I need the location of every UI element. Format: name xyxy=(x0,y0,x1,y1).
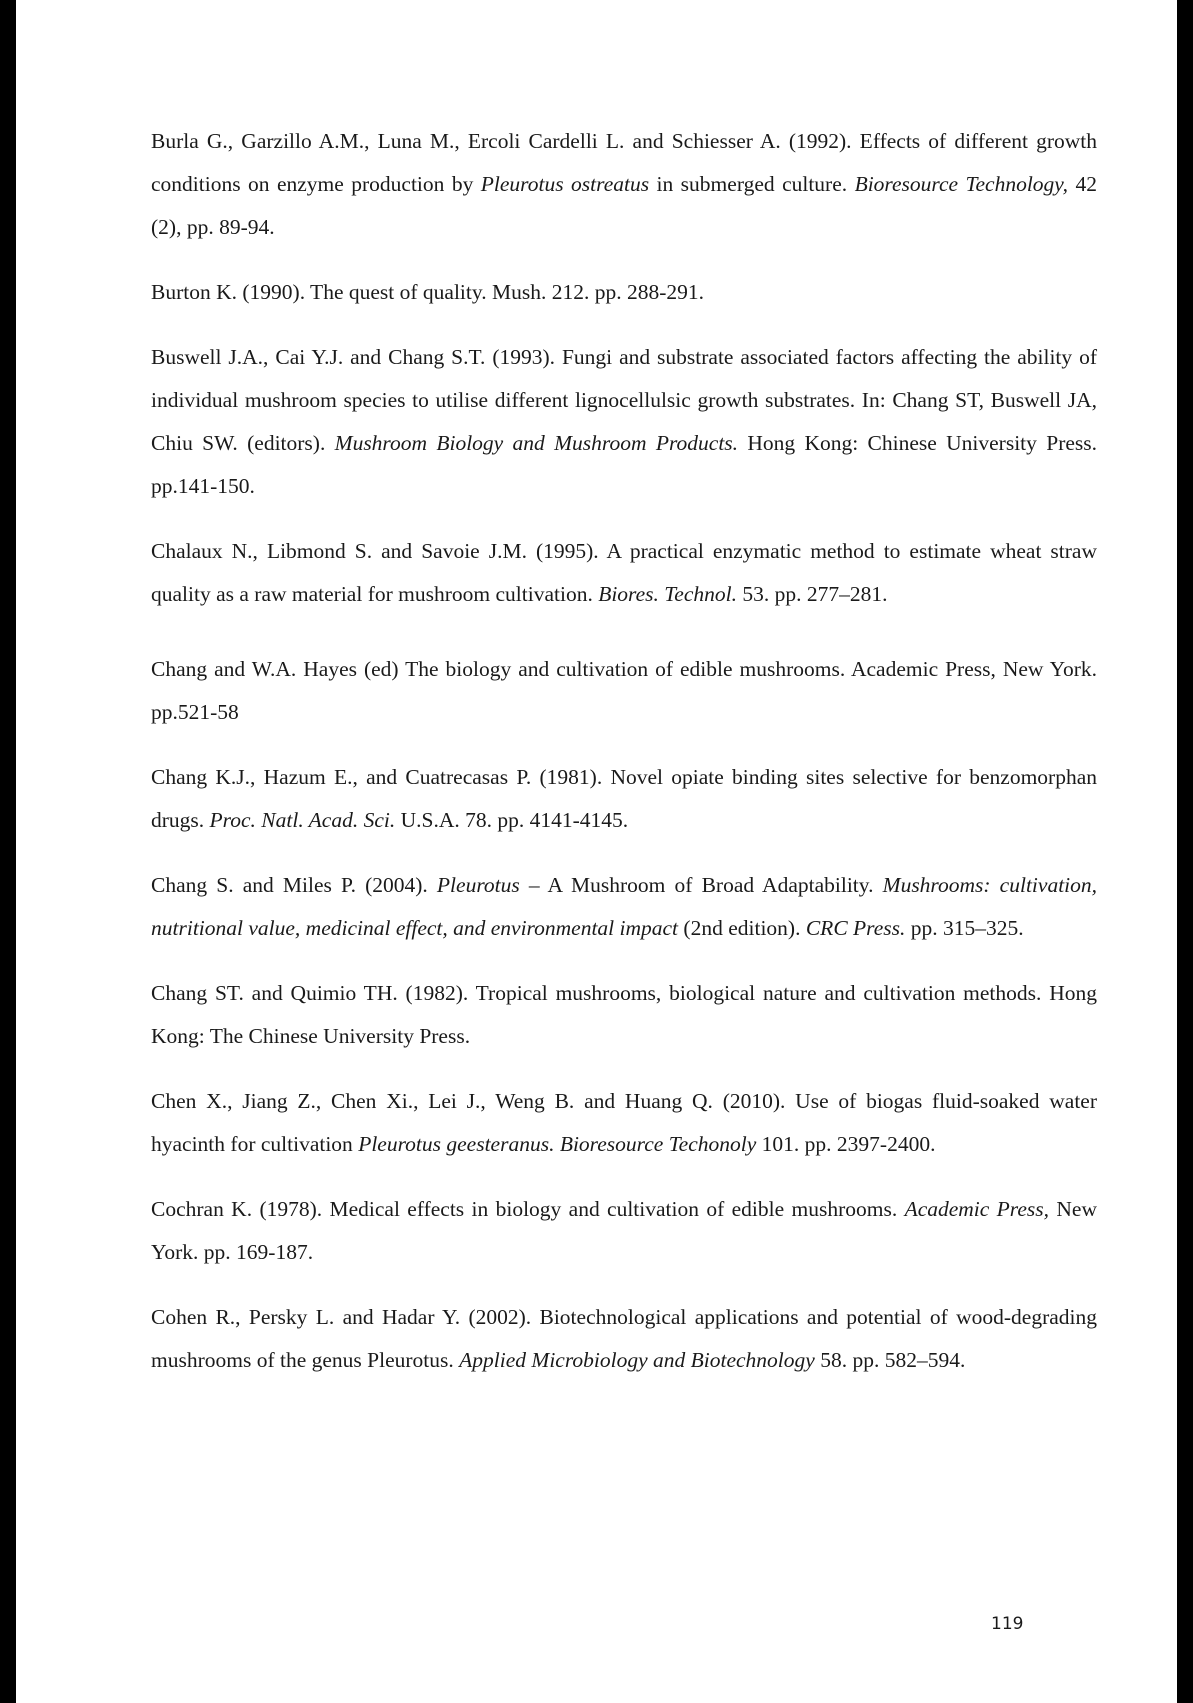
reference-entry xyxy=(151,530,1097,616)
reference-text: 53. pp. 277–281. xyxy=(736,582,888,606)
reference-entry xyxy=(151,271,1097,314)
reference-italic-text: Biores. Technol. xyxy=(598,582,737,606)
reference-text: Chang K.J., Hazum E., and Cuatrecasas P. (1981). Novel opiate binding sites selective for benzomorphan drugs. xyxy=(151,765,1097,832)
reference-italic-text: Applied Microbiology and Biotechnology xyxy=(459,1348,815,1372)
page-number: 119 xyxy=(991,1614,1024,1634)
reference-entry xyxy=(151,648,1097,734)
reference-text: Cochran K. (1978). Medical effects in biology and cultivation of edible mushrooms. xyxy=(151,1197,905,1221)
reference-italic-text: CRC Press. xyxy=(805,916,906,940)
reference-text: Burla G., Garzillo A.M., Luna M., Ercoli Cardelli L. and Schiesser A. (1992). Effects of different growth conditions on enzyme production by xyxy=(151,129,1097,196)
reference-entry xyxy=(151,864,1097,950)
reference-italic-text: Academic Press, xyxy=(904,1197,1050,1221)
reference-text: Buswell J.A., Cai Y.J. and Chang S.T. (1993). Fungi and substrate associated factors affecting the ability of individual mushroom species to utilise different lignocellulsic growth substrates. In: Chang ST, Buswell JA, Chiu SW. (editors). xyxy=(151,345,1097,455)
reference-text: (2nd edition). xyxy=(678,916,806,940)
reference-text: 101. pp. 2397-2400. xyxy=(756,1132,936,1156)
reference-italic-text: Pleurotus xyxy=(436,873,520,897)
reference-text: pp. 315–325. xyxy=(905,916,1024,940)
reference-text: in submerged culture. xyxy=(649,172,855,196)
reference-text: Chen X., Jiang Z., Chen Xi., Lei J., Weng B. and Huang Q. (2010). Use of biogas fluid-soaked water hyacinth for cultivation xyxy=(151,1089,1097,1156)
reference-italic-text: Mushrooms: cultivation, nutritional value, medicinal effect, and environmental impact xyxy=(151,873,1098,940)
reference-text: Cohen R., Persky L. and Hadar Y. (2002). Biotechnological applications and potential of wood-degrading mushrooms of the genus Pleurotus. xyxy=(151,1305,1097,1372)
reference-entry xyxy=(151,120,1097,249)
reference-text: U.S.A. 78. pp. 4141-4145. xyxy=(395,808,629,832)
reference-entry xyxy=(151,336,1097,508)
reference-entry xyxy=(151,972,1097,1058)
reference-text: New York. pp. 169-187. xyxy=(151,1197,1097,1264)
reference-entry xyxy=(151,756,1097,842)
reference-entry xyxy=(151,1080,1097,1166)
reference-entry xyxy=(151,1296,1097,1382)
reference-entry xyxy=(151,1188,1097,1274)
reference-text: Chang S. and Miles P. (2004). xyxy=(151,873,437,897)
reference-italic-text: Pleurotus geesteranus. Bioresource Techonoly xyxy=(358,1132,757,1156)
reference-italic-text: Mushroom Biology and Mushroom Products. xyxy=(334,431,739,455)
reference-italic-text: Pleurotus ostreatus xyxy=(480,172,650,196)
reference-text: Hong Kong: Chinese University Press. pp.141-150. xyxy=(151,431,1098,498)
reference-text: Chalaux N., Libmond S. and Savoie J.M. (1995). A practical enzymatic method to estimate wheat straw quality as a raw material for mushroom cultivation. xyxy=(151,539,1097,606)
document-page xyxy=(16,0,1177,1703)
reference-text: 58. pp. 582–594. xyxy=(814,1348,966,1372)
reference-italic-text: Proc. Natl. Acad. Sci. xyxy=(209,808,396,832)
reference-text: 42 (2), pp. 89-94. xyxy=(151,172,1097,239)
reference-italic-text: Bioresource Technology, xyxy=(854,172,1069,196)
reference-text: Chang ST. and Quimio TH. (1982). Tropical mushrooms, biological nature and cultivation methods. Hong Kong: The Chinese University Press. xyxy=(151,981,1097,1048)
reference-list xyxy=(151,120,1097,1382)
reference-text: – A Mushroom of Broad Adaptability. xyxy=(519,873,883,897)
reference-text: Chang and W.A. Hayes (ed) The biology and cultivation of edible mushrooms. Academic Press, New York. pp.521-58 xyxy=(151,657,1097,724)
reference-text: Burton K. (1990). The quest of quality. Mush. 212. pp. 288-291. xyxy=(151,280,704,304)
